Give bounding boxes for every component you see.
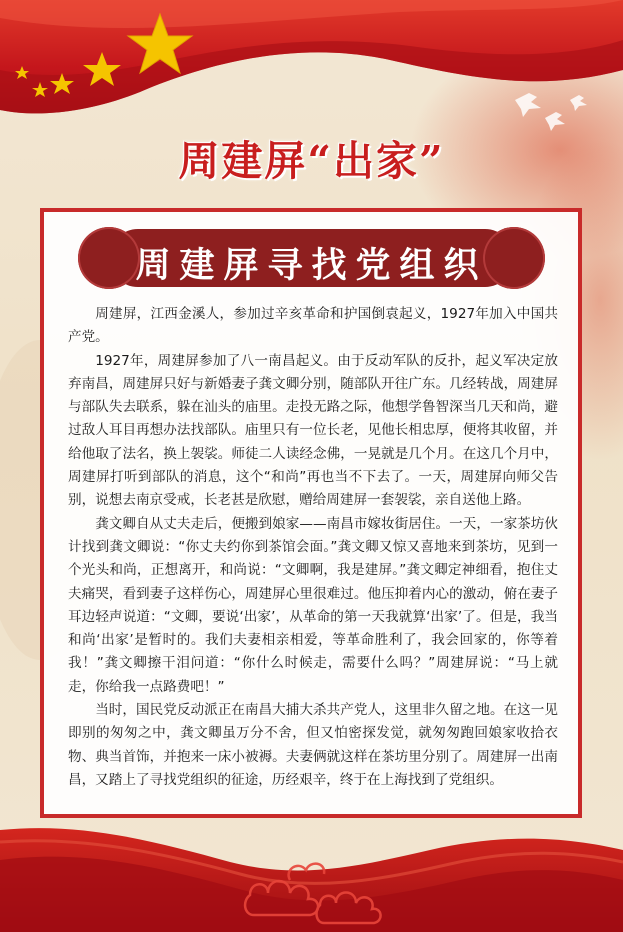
paragraph-4: 当时，国民党反动派正在南昌大捕大杀共产党人，这里非久留之地。在这一见即别的匆匆之中，龚文卿虽万分不舍，但又怕密探发觉，就匆匆跑回娘家收拾衣物、典当首饰，并抱来一床小被褥。夫妻俩就这样在茶坊里分别了。周建屏一出南昌，又踏上了寻找党组织的征途，历经艰辛，终于在上海找到了党组织。 [68,702,558,788]
article-body [68,303,558,792]
paragraph-1: 周建屏，江西金溪人，参加过辛亥革命和护国倒袁起义，1927年加入中国共产党。 [68,306,558,346]
subtitle: 周建屏寻找党组织 [135,246,488,286]
subtitle-banner [78,227,545,289]
main-title: 周建屏“出家” [178,137,445,185]
paragraph-3: 龚文卿自从丈夫走后，便搬到娘家——南昌市嫁妆街居住。一天，一家茶坊伙计找到龚文卿说：“你丈夫约你到茶馆会面。”龚文卿又惊又喜地来到茶坊，见到一个光头和尚，正想离开，和尚说：“文卿啊，我是建屏。”龚文卿定神细看，抱住丈夫痛哭，看到妻子这样伤心，周建屏心里很难过。他压抑着内心的激动，俯在妻子耳边轻声说道：“文卿，要说‘出家’，从革命的第一天我就算‘出家’了。但是，我当和尚‘出家’是暂时的。我们夫妻相亲相爱，等革命胜利了，我会回家的，你等着我！”龚文卿擦干泪问道：“你什么时候走，需要什么吗？”周建屏说：“马上就走，你给我一点路费吧！” [68,515,558,695]
paragraph-2: 1927年，周建屏参加了八一南昌起义。由于反动军队的反扑，起义军决定放弃南昌，周建屏只好与新婚妻子龚文卿分别，随部队开往广东。几经转战，周建屏与部队失去联系，躲在汕头的庙里。走投无路之际，他想学鲁智深当几天和尚，避过敌人耳目再想办法找部队。庙里只有一位长老，见他长相忠厚，便将其收留，并给他取了法名，换上袈裟。师徒二人读经念佛，一晃就是几个月。在这几个月中，周建屏打听到部队的消息，这个“和尚”再也当不下去了。一天，周建屏向师父告别，说想去南京受戒，长老甚是欣慰，赠给周建屏一套袈裟，亲自送他上路。 [68,352,558,509]
